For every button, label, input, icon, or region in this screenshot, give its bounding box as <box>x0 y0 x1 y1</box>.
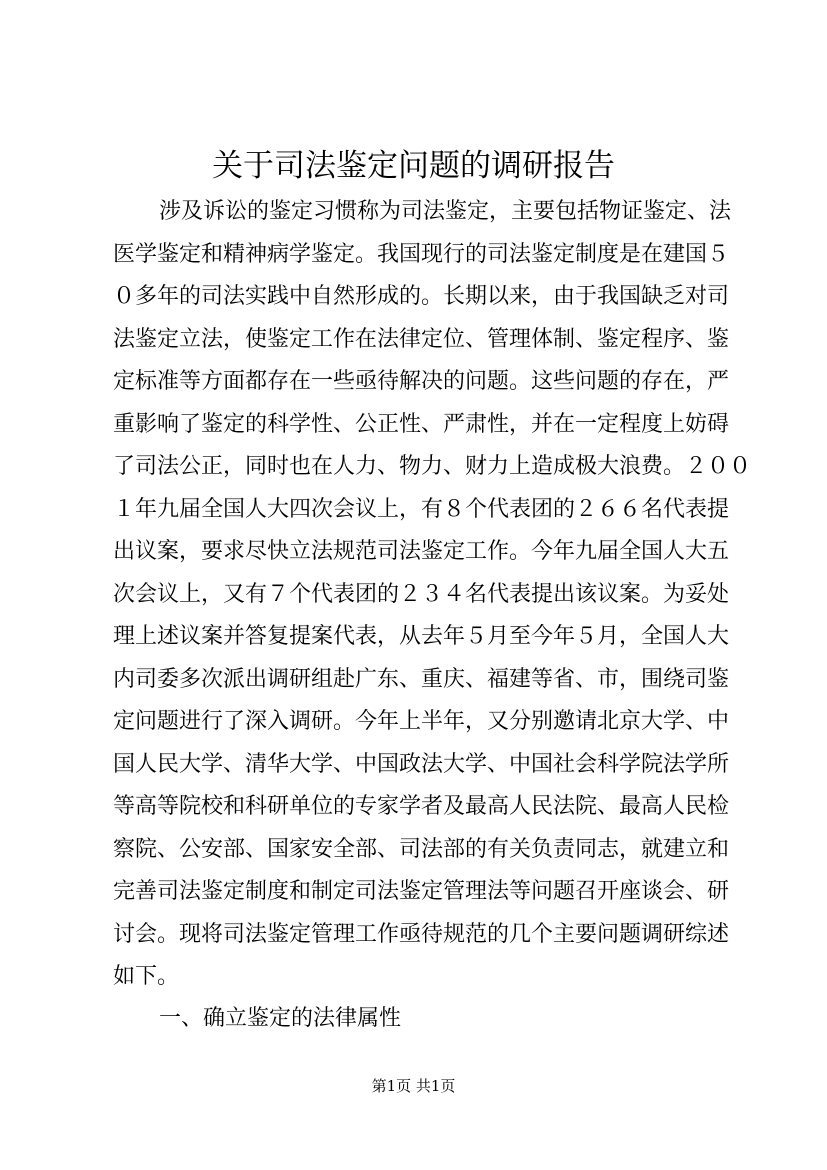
paragraph-line: 讨会。现将司法鉴定管理工作亟待规范的几个主要问题调研综述 <box>113 922 730 947</box>
paragraph-line: 重影响了鉴定的科学性、公正性、严肃性，并在一定程度上妨碍 <box>113 412 730 437</box>
paragraph-line: 涉及诉讼的鉴定习惯称为司法鉴定，主要包括物证鉴定、法 <box>159 199 732 224</box>
section-heading: 一、确立鉴定的法律属性 <box>159 1006 402 1031</box>
paragraph-line: 了司法公正，同时也在人力、物力、财力上造成极大浪费。２００ <box>113 454 752 479</box>
paragraph-line: 次会议上，又有７个代表团的２３４名代表提出该议案。为妥处 <box>113 582 730 607</box>
paragraph-line: 如下。 <box>113 964 180 989</box>
paragraph-line: ０多年的司法实践中自然形成的。长期以来，由于我国缺乏对司 <box>113 284 730 309</box>
document-title: 关于司法鉴定问题的调研报告 <box>212 148 615 184</box>
paragraph-line: 察院、公安部、国家安全部、司法部的有关负责同志，就建立和 <box>113 837 730 862</box>
paragraph-line: 国人民大学、清华大学、中国政法大学、中国社会科学院法学所 <box>113 752 730 777</box>
paragraph-line: 出议案，要求尽快立法规范司法鉴定工作。今年九届全国人大五 <box>113 539 730 564</box>
paragraph-line: 定标准等方面都存在一些亟待解决的问题。这些问题的存在，严 <box>113 369 730 394</box>
paragraph-line: 医学鉴定和精神病学鉴定。我国现行的司法鉴定制度是在建国５ <box>113 242 730 267</box>
paragraph-line: １年九届全国人大四次会议上，有８个代表团的２６６名代表提 <box>113 497 730 522</box>
paragraph-line: 等高等院校和科研单位的专家学者及最高人民法院、最高人民检 <box>113 794 730 819</box>
paragraph-line: 定问题进行了深入调研。今年上半年，又分别邀请北京大学、中 <box>113 709 730 734</box>
paragraph-line: 法鉴定立法，使鉴定工作在法律定位、管理体制、鉴定程序、鉴 <box>113 327 730 352</box>
paragraph-line: 内司委多次派出调研组赴广东、重庆、福建等省、市，围绕司鉴 <box>113 667 730 692</box>
page-footer: 第1页 共1页 <box>371 1077 456 1095</box>
paragraph-line: 完善司法鉴定制度和制定司法鉴定管理法等问题召开座谈会、研 <box>113 879 730 904</box>
paragraph-line: 理上述议案并答复提案代表，从去年５月至今年５月，全国人大 <box>113 624 730 649</box>
